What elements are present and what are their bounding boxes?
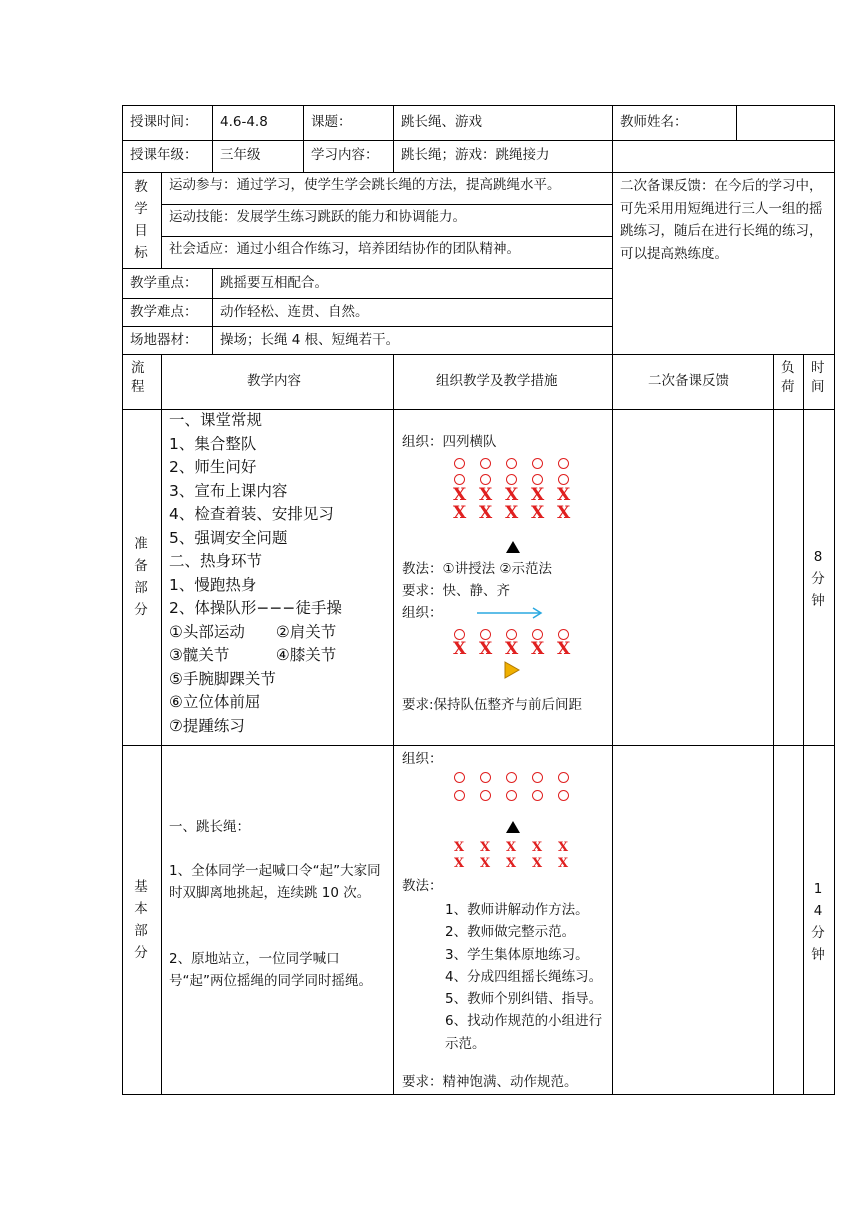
student-x-icon: X [453, 485, 467, 505]
student-x-icon: X [505, 639, 519, 659]
student-circle-icon [506, 790, 517, 801]
prep-time: 8 分 钟 [811, 549, 825, 609]
student-x-icon: X [480, 856, 491, 871]
prep-content [169, 409, 342, 738]
objective-skill: 运动技能：发展学生练习跳跃的能力和协调能力。 [169, 209, 466, 225]
student-x-icon: X [454, 856, 465, 871]
list-item: 3、宣布上课内容 [169, 481, 288, 500]
objective-social: 社会适应：通过小组合作练习，培养团结协作的团队精神。 [169, 241, 520, 257]
student-x-icon: X [532, 856, 543, 871]
time-value: 4.6-4.8 [220, 114, 268, 130]
student-x-icon: X [479, 503, 493, 523]
basic-require: 要求：精神饱满、动作规范。 [402, 1074, 578, 1090]
prep-org-title: 组织：四列横队 [402, 434, 497, 450]
student-circle-icon [480, 790, 491, 801]
student-circle-icon [506, 458, 517, 469]
student-x-icon: X [557, 639, 571, 659]
topic-value: 跳长绳、游戏 [401, 114, 482, 130]
difficulty-value: 动作轻松、连贯、自然。 [220, 304, 369, 320]
basic-heading: 一、跳长绳： [169, 819, 250, 835]
list-item: 二、热身环节 [169, 552, 263, 570]
student-circle-icon [480, 474, 491, 485]
student-circle-icon [480, 772, 491, 783]
student-circle-icon [454, 474, 465, 485]
list-item: 5、强调安全问题 [169, 528, 288, 547]
basic-org: 组织： [402, 751, 443, 767]
col-load: 负荷 [781, 360, 795, 395]
student-x-icon: X [531, 639, 545, 659]
basic-method: 教法： [402, 878, 443, 894]
difficulty-label: 教学难点： [130, 304, 198, 320]
list-item: 1、集合整队 [169, 434, 257, 453]
student-x-icon: X [505, 503, 519, 523]
col-feedback: 二次备课反馈 [648, 373, 729, 389]
topic-label: 课题： [311, 114, 352, 130]
basic-paragraph-2: 2、原地站立，一位同学喊口号“起”两位摇绳的同学同时摇绳。 [169, 951, 372, 989]
objectives-label: 教 学 目 标 [134, 179, 148, 261]
prep-org2: 组织： [402, 605, 443, 621]
prep-require2: 要求:保持队伍整齐与前后间距 [402, 697, 583, 713]
student-x-icon: X [531, 503, 545, 523]
basic-steps [445, 899, 610, 1055]
list-item: 4、分成四组摇长绳练习。 [445, 968, 603, 985]
basic-paragraph-1: 1、全体同学一起喊口令“起”大家同时双脚离地挑起，连续跳 10 次。 [169, 863, 381, 901]
time-label: 授课时间： [130, 114, 198, 130]
objectives-feedback: 二次备课反馈：在今后的学习中，可先采用用短绳进行三人一组的摇跳练习，随后在进行长绳的练习，可以提高熟练度。 [620, 178, 823, 262]
student-circle-icon [480, 458, 491, 469]
list-item: 1、教师讲解动作方法。 [445, 902, 589, 918]
student-x-icon: X [557, 503, 571, 523]
list-item: 2、体操队形−−−徒手操 [169, 599, 342, 617]
arrow-right-icon [476, 606, 544, 620]
student-circle-icon [558, 458, 569, 469]
student-circle-icon [506, 772, 517, 783]
col-process: 流程 [131, 360, 145, 395]
list-item: 5、教师个别纠错、指导。 [445, 991, 603, 1008]
list-item: ⑥立位体前屈 [169, 693, 261, 711]
student-x-icon: X [532, 840, 543, 855]
student-circle-icon [532, 474, 543, 485]
list-item: ①头部运动 ②肩关节 [169, 622, 337, 641]
student-circle-icon [454, 772, 465, 783]
col-content: 教学内容 [247, 373, 301, 389]
basic-time: 1 4 分 钟 [811, 881, 825, 963]
content-label: 学习内容： [311, 147, 379, 163]
student-x-icon: X [454, 840, 465, 855]
student-circle-icon [558, 474, 569, 485]
student-circle-icon [532, 790, 543, 801]
prep-require: 要求：快、静、齐 [402, 583, 510, 599]
student-x-icon: X [479, 639, 493, 659]
student-x-icon: X [557, 485, 571, 505]
student-x-icon: X [531, 485, 545, 505]
student-x-icon: X [505, 485, 519, 505]
key-point-label: 教学重点： [130, 275, 198, 291]
student-x-icon: X [479, 485, 493, 505]
list-item: 2、师生问好 [169, 458, 257, 476]
equipment-value: 操场；长绳 4 根、短绳若干。 [220, 332, 400, 348]
student-x-icon: X [506, 856, 517, 871]
objective-participation: 运动参与：通过学习，使学生学会跳长绳的方法，提高跳绳水平。 [169, 177, 561, 193]
student-x-icon: X [453, 639, 467, 659]
prep-method: 教法：①讲授法 ②示范法 [402, 561, 552, 577]
key-point-value: 跳摇要互相配合。 [220, 275, 328, 291]
col-time: 时间 [811, 360, 825, 395]
student-x-icon: X [506, 840, 517, 855]
list-item: 1、慢跑热身 [169, 575, 257, 594]
student-x-icon: X [558, 840, 569, 855]
list-item: ③髋关节 ④膝关节 [169, 646, 337, 664]
grade-label: 授课年级： [130, 147, 198, 163]
student-circle-icon [558, 790, 569, 801]
list-item: 6、找动作规范的小组进行示范。 [445, 1013, 603, 1052]
teacher-flag-icon [503, 660, 521, 680]
student-circle-icon [532, 772, 543, 783]
student-circle-icon [532, 458, 543, 469]
student-x-icon: X [558, 856, 569, 871]
grade-value: 三年级 [220, 147, 261, 163]
list-item: 4、检查着装、安排见习 [169, 505, 334, 523]
teacher-label: 教师姓名： [620, 114, 688, 130]
prep-label: 准 备 部 分 [134, 536, 148, 618]
teacher-icon [505, 820, 521, 834]
student-circle-icon [506, 474, 517, 485]
equipment-label: 场地器材： [130, 332, 198, 348]
list-item: 一、课堂常规 [169, 411, 263, 429]
student-x-icon: X [453, 503, 467, 523]
list-item: ⑤手腕脚踝关节 [169, 669, 276, 688]
student-x-icon: X [480, 840, 491, 855]
student-circle-icon [454, 458, 465, 469]
content-value: 跳长绳；游戏：跳绳接力 [401, 147, 550, 163]
teacher-icon [505, 540, 521, 554]
list-item: 3、学生集体原地练习。 [445, 946, 589, 963]
col-organization: 组织教学及教学措施 [436, 373, 558, 389]
student-circle-icon [454, 790, 465, 801]
student-circle-icon [558, 772, 569, 783]
basic-label: 基 本 部 分 [134, 879, 148, 961]
list-item: 2、教师做完整示范。 [445, 924, 576, 941]
list-item: ⑦提踵练习 [169, 716, 245, 735]
